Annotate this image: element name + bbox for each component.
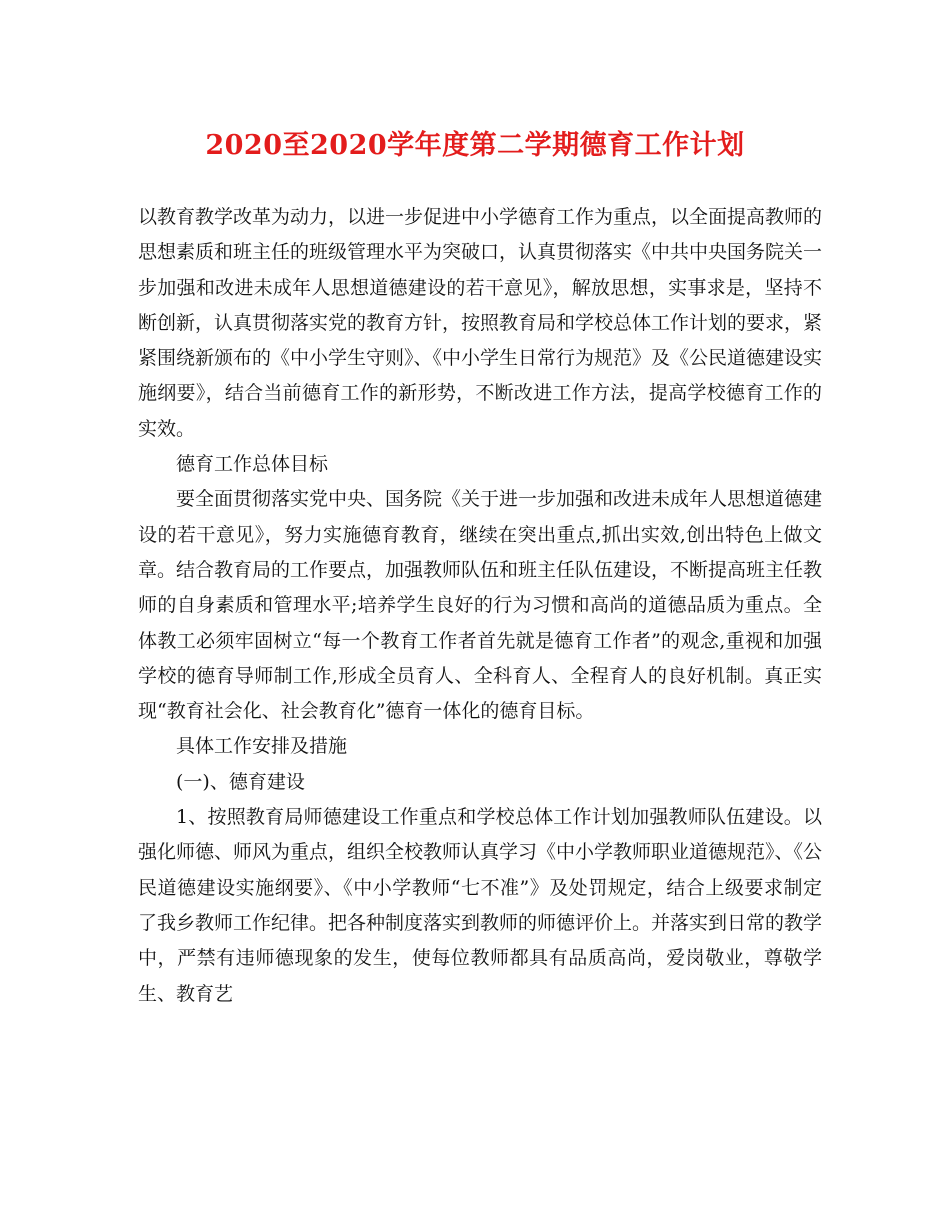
paragraph-item-1: 1、按照教育局师德建设工作重点和学校总体工作计划加强教师队伍建设。以强化师德、师风为重点，组织全校教师认真学习《中小学教师职业道德规范》、《公民道德建设实施纲要》、《中小学教师“七不准”》及处罚规定，结合上级要求制定了我乡教师工作纪律。把各种制度落实到教师的师德评价上。并落实到日常的教学中，严禁有违师德现象的发生，使每位教师都具有品质高尚，爱岗敬业，尊敬学生、教育艺	[138, 806, 823, 1005]
heading-arrangements: 具体工作安排及措施	[176, 735, 348, 758]
paragraph-overall-goal: 要全面贯彻落实党中央、国务院《关于进一步加强和改进未成年人思想道德建设的若干意见》，努力实施德育教育，继续在突出重点,抓出实效,创出特色上做文章。结合教育局的工作要点，加强教师队伍和班主任队伍建设，不断提高班主任教师的自身素质和管理水平;培养学生良好的行为习惯和高尚的道德品质为重点。全体教工必须牢固树立“每一个教育工作者首先就是德育工作者”的观念,重视和加强学校的德育导师制工作,形成全员育人、全科育人、全程育人的良好机制。真正实现“教育社会化、社会教育化”德育一体化的德育目标。	[138, 488, 823, 723]
paragraph-intro: 以教育教学改革为动力，以进一步促进中小学德育工作为重点，以全面提高教师的思想素质和班主任的班级管理水平为突破口，认真贯彻落实《中共中央国务院关一步加强和改进未成年人思想道德建设的若干意见》，解放思想，实事求是，坚持不断创新，认真贯彻落实党的教育方针，按照教育局和学校总体工作计划的要求，紧紧围绕新颁布的《中小学生守则》、《中小学生日常行为规范》及《公民道德建设实施纲要》，结合当前德育工作的新形势，不断改进工作方法，提高学校德育工作的实效。	[138, 206, 823, 440]
document-title: 2020至2020学年度第二学期德育工作计划	[205, 130, 745, 161]
heading-moral-construction: (一)、德育建设	[176, 770, 305, 793]
heading-overall-goal: 德育工作总体目标	[176, 453, 329, 476]
document-body	[138, 200, 822, 1012]
